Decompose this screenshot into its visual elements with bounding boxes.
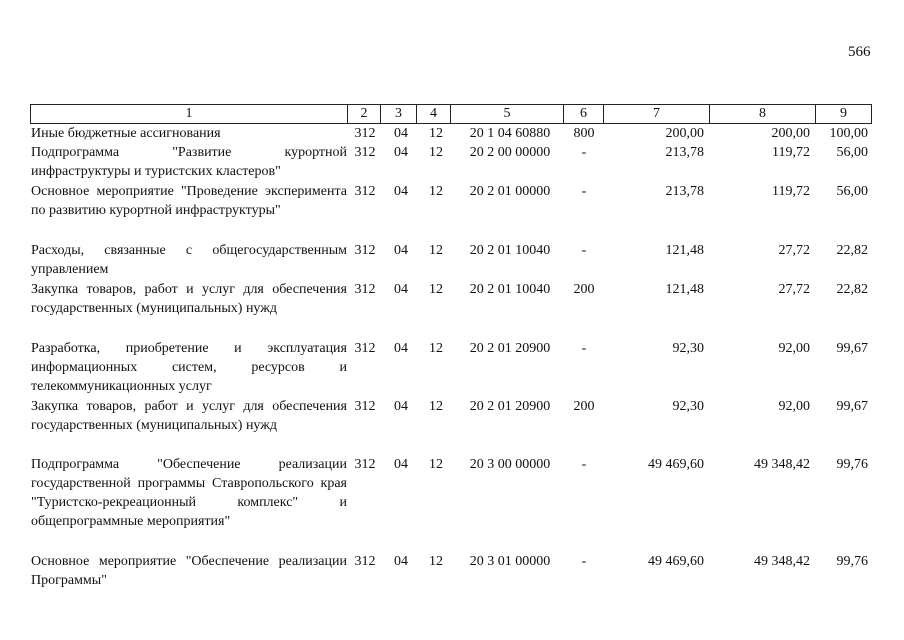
- row-col-5: 20 2 00 00000: [469, 145, 551, 160]
- row-name: Закупка товаров, работ и услуг для обеспечения государственных (муниципальных) нужд: [31, 399, 347, 433]
- row-col-7: 213,78: [665, 184, 704, 199]
- row-col-5: 20 1 04 60880: [469, 126, 551, 141]
- row-col-5: 20 2 01 10040: [469, 282, 551, 297]
- row-col-2: 312: [354, 399, 376, 414]
- row-col-9: 100,00: [829, 126, 868, 141]
- row-col-6: -: [581, 457, 587, 472]
- row-col-5: 20 2 01 10040: [469, 243, 551, 258]
- header-col-7: 7: [603, 105, 709, 123]
- row-col-6: 800: [573, 126, 595, 141]
- row-col-3: 04: [394, 282, 408, 297]
- header-col-9: 9: [815, 105, 871, 123]
- row-name: Подпрограмма "Обеспечение реализации государственной программы Ставропольского края "Туристско-рекреационный комплекс" и общепрограммные мероприятия": [31, 457, 347, 529]
- row-col-2: 312: [354, 243, 376, 258]
- row-col-5: 20 3 01 00000: [469, 554, 551, 569]
- row-col-4: 12: [429, 184, 443, 199]
- row-col-4: 12: [429, 399, 443, 414]
- row-col-9: 99,76: [836, 554, 868, 569]
- row-col-3: 04: [394, 457, 408, 472]
- row-col-5: 20 2 01 00000: [469, 184, 551, 199]
- row-name: Основное мероприятие "Обеспечение реализации Программы": [31, 554, 347, 588]
- row-col-6: -: [581, 554, 587, 569]
- row-col-8: 49 348,42: [754, 554, 810, 569]
- row-col-4: 12: [429, 457, 443, 472]
- row-col-8: 119,72: [772, 145, 810, 160]
- row-col-9: 22,82: [836, 282, 868, 297]
- row-col-9: 22,82: [836, 243, 868, 258]
- row-col-7: 92,30: [672, 341, 704, 356]
- row-col-8: 200,00: [771, 126, 810, 141]
- row-col-8: 27,72: [778, 243, 810, 258]
- row-col-5: 20 3 00 00000: [469, 457, 551, 472]
- row-col-2: 312: [354, 145, 376, 160]
- row-col-8: 27,72: [778, 282, 810, 297]
- row-name: Разработка, приобретение и эксплуатация информационных систем, ресурсов и телекоммуникационных услуг: [31, 341, 347, 394]
- row-col-6: 200: [573, 282, 595, 297]
- row-col-4: 12: [429, 282, 443, 297]
- row-col-4: 12: [429, 554, 443, 569]
- header-col-2: 2: [347, 105, 380, 123]
- row-col-3: 04: [394, 554, 408, 569]
- row-col-7: 49 469,60: [648, 457, 704, 472]
- row-col-2: 312: [354, 282, 376, 297]
- row-col-3: 04: [394, 126, 408, 141]
- row-col-3: 04: [394, 399, 408, 414]
- header-col-5: 5: [450, 105, 563, 123]
- row-name: Закупка товаров, работ и услуг для обеспечения государственных (муниципальных) нужд: [31, 282, 347, 316]
- row-col-6: -: [581, 341, 587, 356]
- row-col-8: 119,72: [772, 184, 810, 199]
- row-col-8: 92,00: [778, 341, 810, 356]
- row-col-9: 99,67: [836, 399, 868, 414]
- row-col-6: 200: [573, 399, 595, 414]
- row-col-2: 312: [354, 126, 376, 141]
- row-col-4: 12: [429, 126, 443, 141]
- row-col-4: 12: [429, 145, 443, 160]
- row-col-9: 99,67: [836, 341, 868, 356]
- row-col-6: -: [581, 184, 587, 199]
- row-col-7: 213,78: [665, 145, 704, 160]
- row-col-6: -: [581, 145, 587, 160]
- row-col-2: 312: [354, 554, 376, 569]
- row-col-7: 121,48: [665, 243, 704, 258]
- row-name: Основное мероприятие "Проведение эксперимента по развитию курортной инфраструктуры": [31, 184, 347, 218]
- row-col-7: 121,48: [665, 282, 704, 297]
- row-col-3: 04: [394, 184, 408, 199]
- row-col-3: 04: [394, 145, 408, 160]
- row-col-9: 99,76: [836, 457, 868, 472]
- header-col-3: 3: [380, 105, 416, 123]
- row-col-7: 92,30: [672, 399, 704, 414]
- row-col-8: 92,00: [778, 399, 810, 414]
- row-col-5: 20 2 01 20900: [469, 399, 551, 414]
- row-name: Подпрограмма "Развитие курортной инфраструктуры и туристских кластеров": [31, 145, 347, 179]
- row-col-3: 04: [394, 341, 408, 356]
- row-col-6: -: [581, 243, 587, 258]
- row-col-2: 312: [354, 457, 376, 472]
- table-header-row: [30, 104, 872, 124]
- row-col-4: 12: [429, 243, 443, 258]
- row-col-3: 04: [394, 243, 408, 258]
- row-name: Иные бюджетные ассигнования: [31, 126, 221, 141]
- header-col-4: 4: [416, 105, 450, 123]
- header-col-8: 8: [709, 105, 815, 123]
- row-col-9: 56,00: [836, 184, 868, 199]
- header-col-1: 1: [185, 106, 193, 121]
- row-col-7: 49 469,60: [648, 554, 704, 569]
- row-col-7: 200,00: [665, 126, 704, 141]
- header-col-6: 6: [563, 105, 603, 123]
- row-col-4: 12: [429, 341, 443, 356]
- page-number: 566: [848, 44, 871, 60]
- row-col-2: 312: [354, 341, 376, 356]
- row-col-2: 312: [354, 184, 376, 199]
- row-col-8: 49 348,42: [754, 457, 810, 472]
- row-name: Расходы, связанные с общегосударственным управлением: [31, 243, 347, 277]
- row-col-5: 20 2 01 20900: [469, 341, 551, 356]
- row-col-9: 56,00: [836, 145, 868, 160]
